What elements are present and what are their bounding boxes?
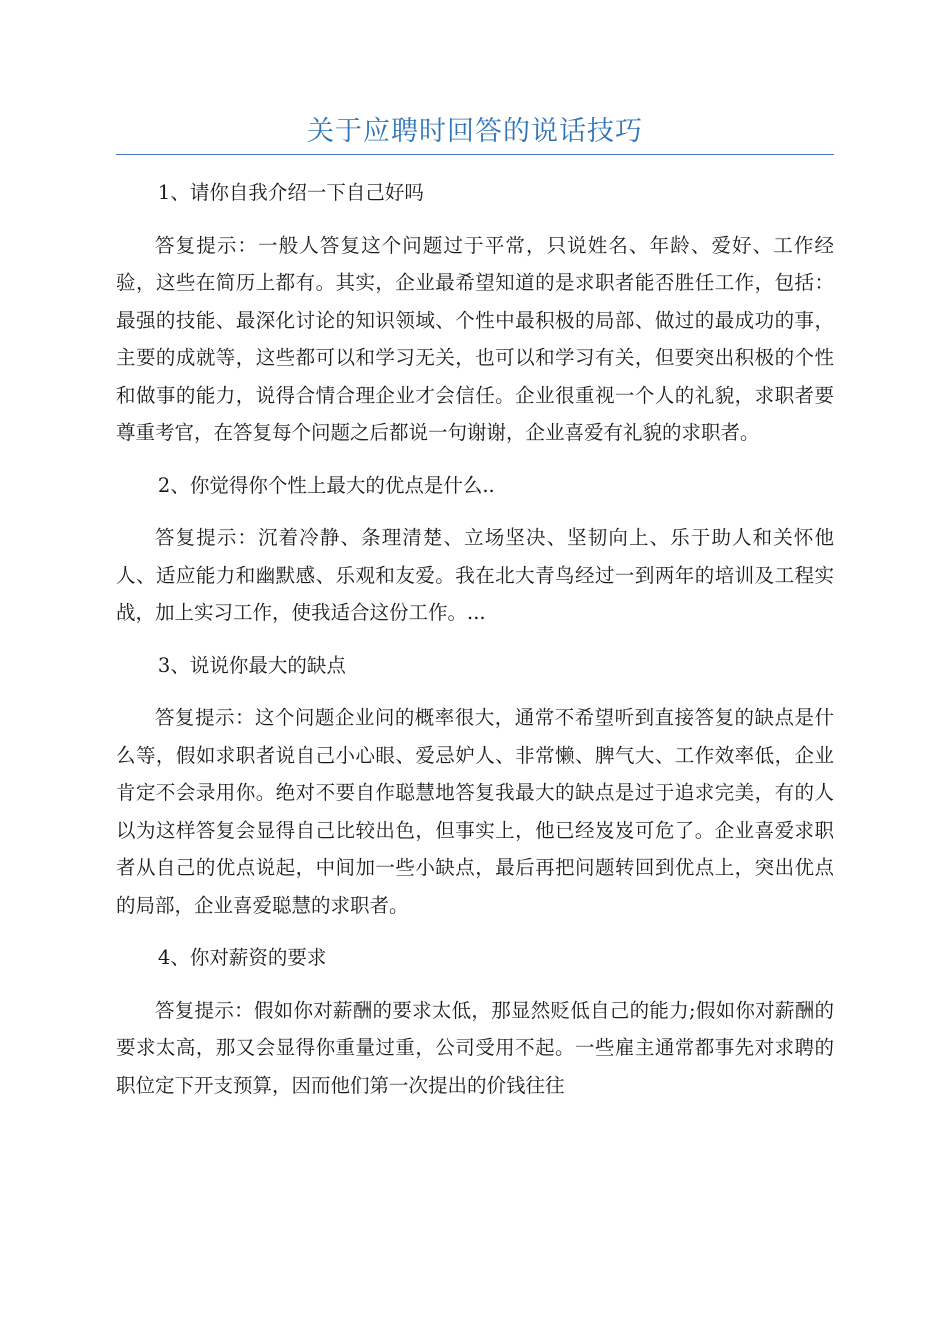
question-3: 3、说说你最大的缺点 <box>157 653 346 677</box>
question-2: 2、你觉得你个性上最大的优点是什么.. <box>157 473 495 497</box>
answer-3: 答复提示：这个问题企业问的概率很大，通常不希望听到直接答复的缺点是什么等，假如求职者说自己小心眼、爱忌妒人、非常懒、脾气大、工作效率低，企业肯定不会录用你。绝对不要自作聪慧地答复我最大的缺点是过于追求完美，有的人以为这样答复会显得自己比较出色，但事实上，他已经岌岌可危了。企业喜爱求职者从自己的优点说起，中间加一些小缺点，最后再把问题转回到优点上，突出优点的局部，企业喜爱聪慧的求职者。 <box>116 706 834 917</box>
answer-4: 答复提示：假如你对薪酬的要求太低，那显然贬低自己的能力;假如你对薪酬的要求太高，那又会显得你重量过重，公司受用不起。一些雇主通常都事先对求聘的职位定下开支预算，因而他们第一次提出的价钱往往 <box>116 998 834 1097</box>
answer-2: 答复提示：沉着冷静、条理清楚、立场坚决、坚韧向上、乐于助人和关怀他人、适应能力和幽默感、乐观和友爱。我在北大青鸟经过一到两年的培训及工程实战，加上实习工作，使我适合这份工作。... <box>116 526 834 624</box>
title-underline <box>116 154 834 155</box>
question-4: 4、你对薪资的要求 <box>157 946 327 969</box>
question-1: 1、请你自我介绍一下自己好吗 <box>157 181 424 204</box>
document-body <box>116 174 834 1119</box>
answer-1: 答复提示：一般人答复这个问题过于平常，只说姓名、年龄、爱好、工作经验，这些在简历上都有。其实，企业最希望知道的是求职者能否胜任工作，包括：最强的技能、最深化讨论的知识领域、个性中最积极的局部、做过的最成功的事，主要的成就等，这些都可以和学习无关，也可以和学习有关，但要突出积极的个性和做事的能力，说得合情合理企业才会信任。企业很重视一个人的礼貌，求职者要尊重考官，在答复每个问题之后都说一句谢谢，企业喜爱有礼貌的求职者。 <box>116 233 834 444</box>
page-title: 关于应聘时回答的说话技巧 <box>307 116 643 147</box>
